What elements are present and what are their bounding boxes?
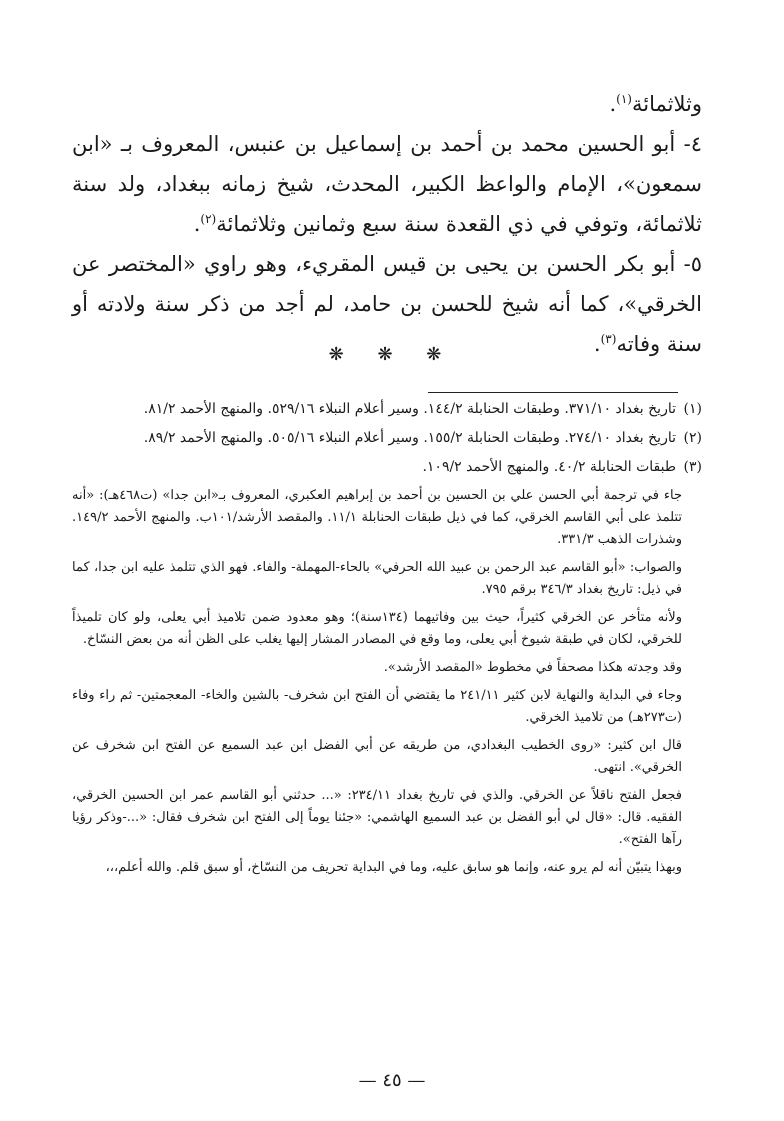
footnote-number: (٣) <box>683 459 702 475</box>
entry-5: ٥- أبو بكر الحسن بن يحيى بن قيس المقريء، وهو راوي «المختصر عن الخرقي»، كما أنه شيخ للحسن بن حامد، لم أجد من ذكر سنة ولادته أو سنة وفاته$^{(٣)}$. <box>72 252 702 356</box>
footnote-paragraph: فجعل الفتح ناقلاً عن الخرقي. والذي في تاريخ بغداد ٢٣٤/١١: «... حدثني أبو القاسم عمر ابن الحسين الخرقي، الفقيه. قال: «قال لي أبو الفضل بن عبد السميع الهاشمي: «جئنا يوماً إلى الفتح ابن شخرف فقال: «...-وذكر رؤيا رآها الفتح». <box>72 788 682 847</box>
footnote-paragraph: وقد وجدته هكذا مصحفاً في مخطوط «المقصد الأرشد». <box>383 660 682 675</box>
footnote-divider <box>428 392 678 393</box>
footnote-paragraph: وبهذا يتبيّن أنه لم يرو عنه، وإنما هو سابق عليه، وما في البداية تحريف من النسّاخ، أو سبق قلم. والله أعلم،،، <box>105 860 682 875</box>
footnote-text: طبقات الحنابلة ٤٠/٢. والمنهج الأحمد ١٠٩/٢. <box>422 459 676 475</box>
continuation-line: وثلاثمائة$^{(١)}$. <box>609 92 702 116</box>
footnotes <box>72 398 702 885</box>
footnote-number: (١) <box>683 401 702 417</box>
footnote-text: تاريخ بغداد ٢٧٤/١٠. وطبقات الحنابلة ١٥٥/٢. وسير أعلام النبلاء ٥٠٥/١٦. والمنهج الأحمد ٨٩/٢. <box>143 430 676 446</box>
footnote <box>72 456 702 479</box>
footnote-paragraph: جاء في ترجمة أبي الحسن علي بن الحسين بن أحمد بن إبراهيم العكبري، المعروف بـ«ابن جدا» (ت٤٦٨هـ): «أنه تتلمذ على أبي القاسم الخرقي، كما في ذيل طبقات الحنابلة ١١/١. والمقصد الأرشد/١٠١ب. والمنهج الأحمد ١٤٩/٢. وشذرات الذهب ٣٣١/٣. <box>72 488 682 547</box>
footnote-paragraph: قال ابن كثير: «روى الخطيب البغدادي، من طريقه عن أبي الفضل ابن عبد السميع عن الفتح ابن شخرف عن الخرقي». انتهى. <box>72 738 682 775</box>
footnote-ref: (٢) <box>200 212 217 226</box>
entry-4: ٤- أبو الحسين محمد بن أحمد بن إسماعيل بن عنبس، المعروف بـ «ابن سمعون»، الإمام والواعظ الكبير، المحدث، شيخ زمانه ببغداد، ولد سنة ثلاثمائة، وتوفي في ذي القعدة سنة سبع وثمانين وثلاثمائة$^{(٢)}$. <box>72 132 702 236</box>
main-text <box>72 84 702 364</box>
footnote <box>72 427 702 450</box>
footnote <box>72 398 702 421</box>
section-separator: ❋ ❋ ❋ <box>328 344 456 365</box>
footnote-ref: (١) <box>616 92 632 106</box>
footnote-ref: (٣) <box>600 332 617 346</box>
footnote-paragraph: والصواب: «أبو القاسم عبد الرحمن بن عبيد الله الحرفي» بالحاء-المهملة- والفاء. فهو الذي تتلمذ عليه ابن جدا، كما في ذيل: تاريخ بغداد ٣٤٦/٣ برقم ٧٩٥. <box>72 560 682 597</box>
footnote-paragraph: وجاء في البداية والنهاية لابن كثير ٢٤١/١١ ما يقتضي أن الفتح ابن شخرف- بالشين والخاء- المعجمتين- ثم راء وفاء (ت٢٧٣هـ) من تلاميذ الخرقي. <box>72 688 683 725</box>
footnote-number: (٢) <box>683 430 702 446</box>
footnote-text: تاريخ بغداد ٣٧١/١٠. وطبقات الحنابلة ١٤٤/٢. وسير أعلام النبلاء ٥٢٩/١٦. والمنهج الأحمد ٨١/٢. <box>143 401 676 417</box>
page-number: — ٤٥ — <box>358 1070 426 1091</box>
footnote-paragraph: ولأنه متأخر عن الخرقي كثيراً، حيث بين وفاتيهما (١٣٤سنة)؛ وهو معدود ضمن تلاميذ أبي يعلى، ولو كان تلميذاً للخرقي، لكان في طبقة شيوخ أبي يعلى، وما وقع في المصادر المشار إليها يغلب على الظن أنه من بعض النسّاخ. <box>72 610 682 647</box>
